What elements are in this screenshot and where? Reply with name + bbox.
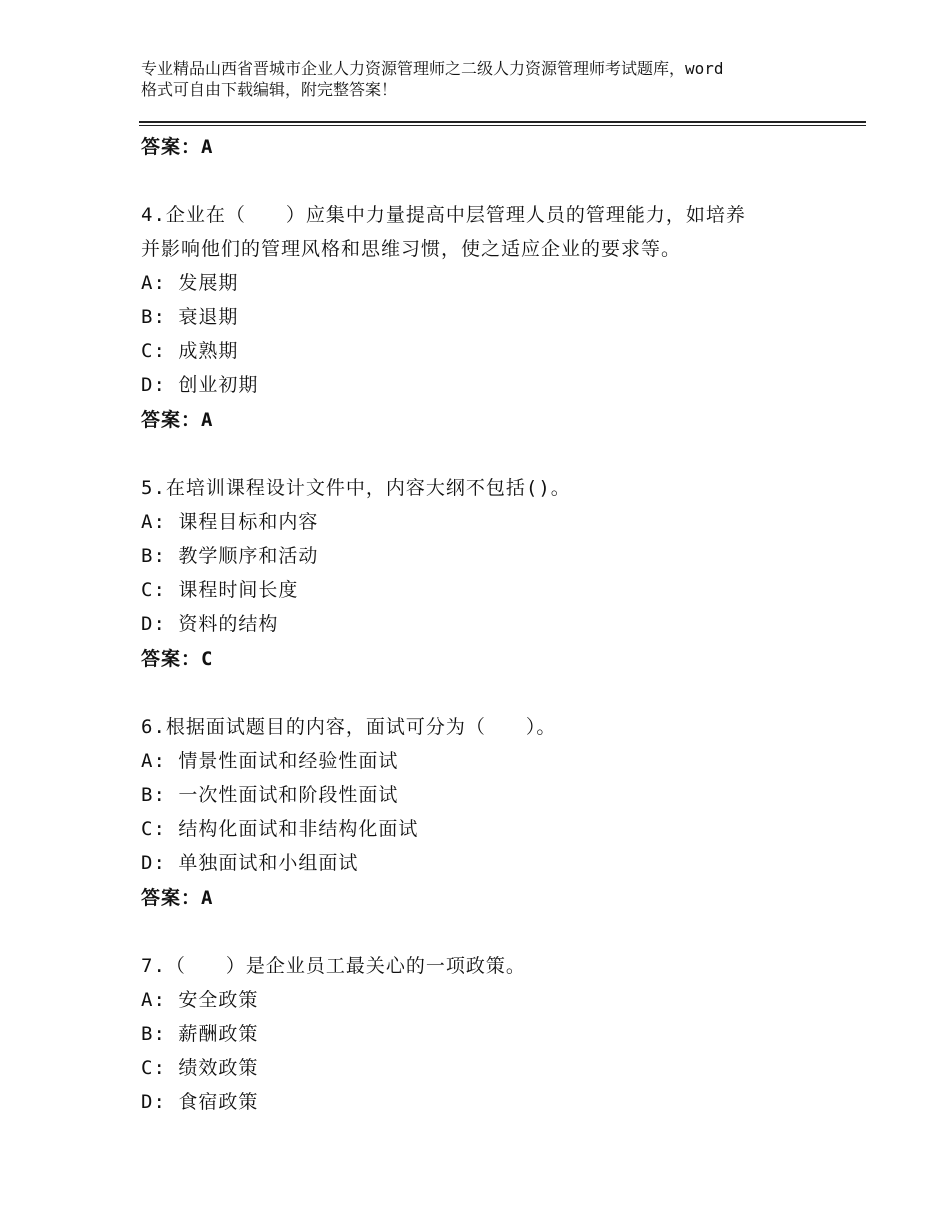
question-6-answer: 答案：A	[141, 887, 214, 909]
question-5-stem: 5.在培训课程设计文件中，内容大纲不包括()。	[141, 477, 571, 499]
question-6-stem: 6.根据面试题目的内容，面试可分为（ ）。	[141, 716, 557, 738]
question-4-option-b: B: 衰退期	[141, 306, 239, 328]
question-5-answer: 答案：C	[141, 648, 214, 670]
question-7-stem: 7.（ ）是企业员工最关心的一项政策。	[141, 955, 526, 977]
question-6-option-a: A: 情景性面试和经验性面试	[141, 750, 399, 772]
question-7-option-c: C: 绩效政策	[141, 1057, 259, 1079]
question-6-option-b: B: 一次性面试和阶段性面试	[141, 784, 399, 806]
question-6-option-c: C: 结构化面试和非结构化面试	[141, 818, 419, 840]
question-7-option-a: A: 安全政策	[141, 989, 259, 1011]
question-7-option-b: B: 薪酬政策	[141, 1023, 259, 1045]
header-divider-thin	[139, 125, 866, 126]
header-line-1: 专业精品山西省晋城市企业人力资源管理师之二级人力资源管理师考试题库，word	[141, 59, 724, 78]
question-4-option-d: D: 创业初期	[141, 374, 259, 396]
header-line-2: 格式可自由下载编辑，附完整答案！	[141, 80, 398, 99]
question-4-option-a: A: 发展期	[141, 272, 239, 294]
question-6-option-d: D: 单独面试和小组面试	[141, 852, 359, 874]
question-5-option-c: C: 课程时间长度	[141, 579, 299, 601]
answer-previous: 答案：A	[141, 136, 214, 158]
document-header	[141, 58, 841, 100]
question-5-option-b: B: 教学顺序和活动	[141, 545, 319, 567]
question-4-stem-line-1: 4.企业在（ ）应集中力量提高中层管理人员的管理能力，如培养	[141, 204, 746, 226]
question-5-option-a: A: 课程目标和内容	[141, 511, 319, 533]
question-4-stem-line-2: 并影响他们的管理风格和思维习惯，使之适应企业的要求等。	[141, 238, 682, 260]
question-4-answer: 答案：A	[141, 409, 214, 431]
question-7-option-d: D: 食宿政策	[141, 1091, 259, 1113]
header-divider	[139, 121, 866, 123]
question-5-option-d: D: 资料的结构	[141, 613, 279, 635]
question-4-option-c: C: 成熟期	[141, 340, 239, 362]
